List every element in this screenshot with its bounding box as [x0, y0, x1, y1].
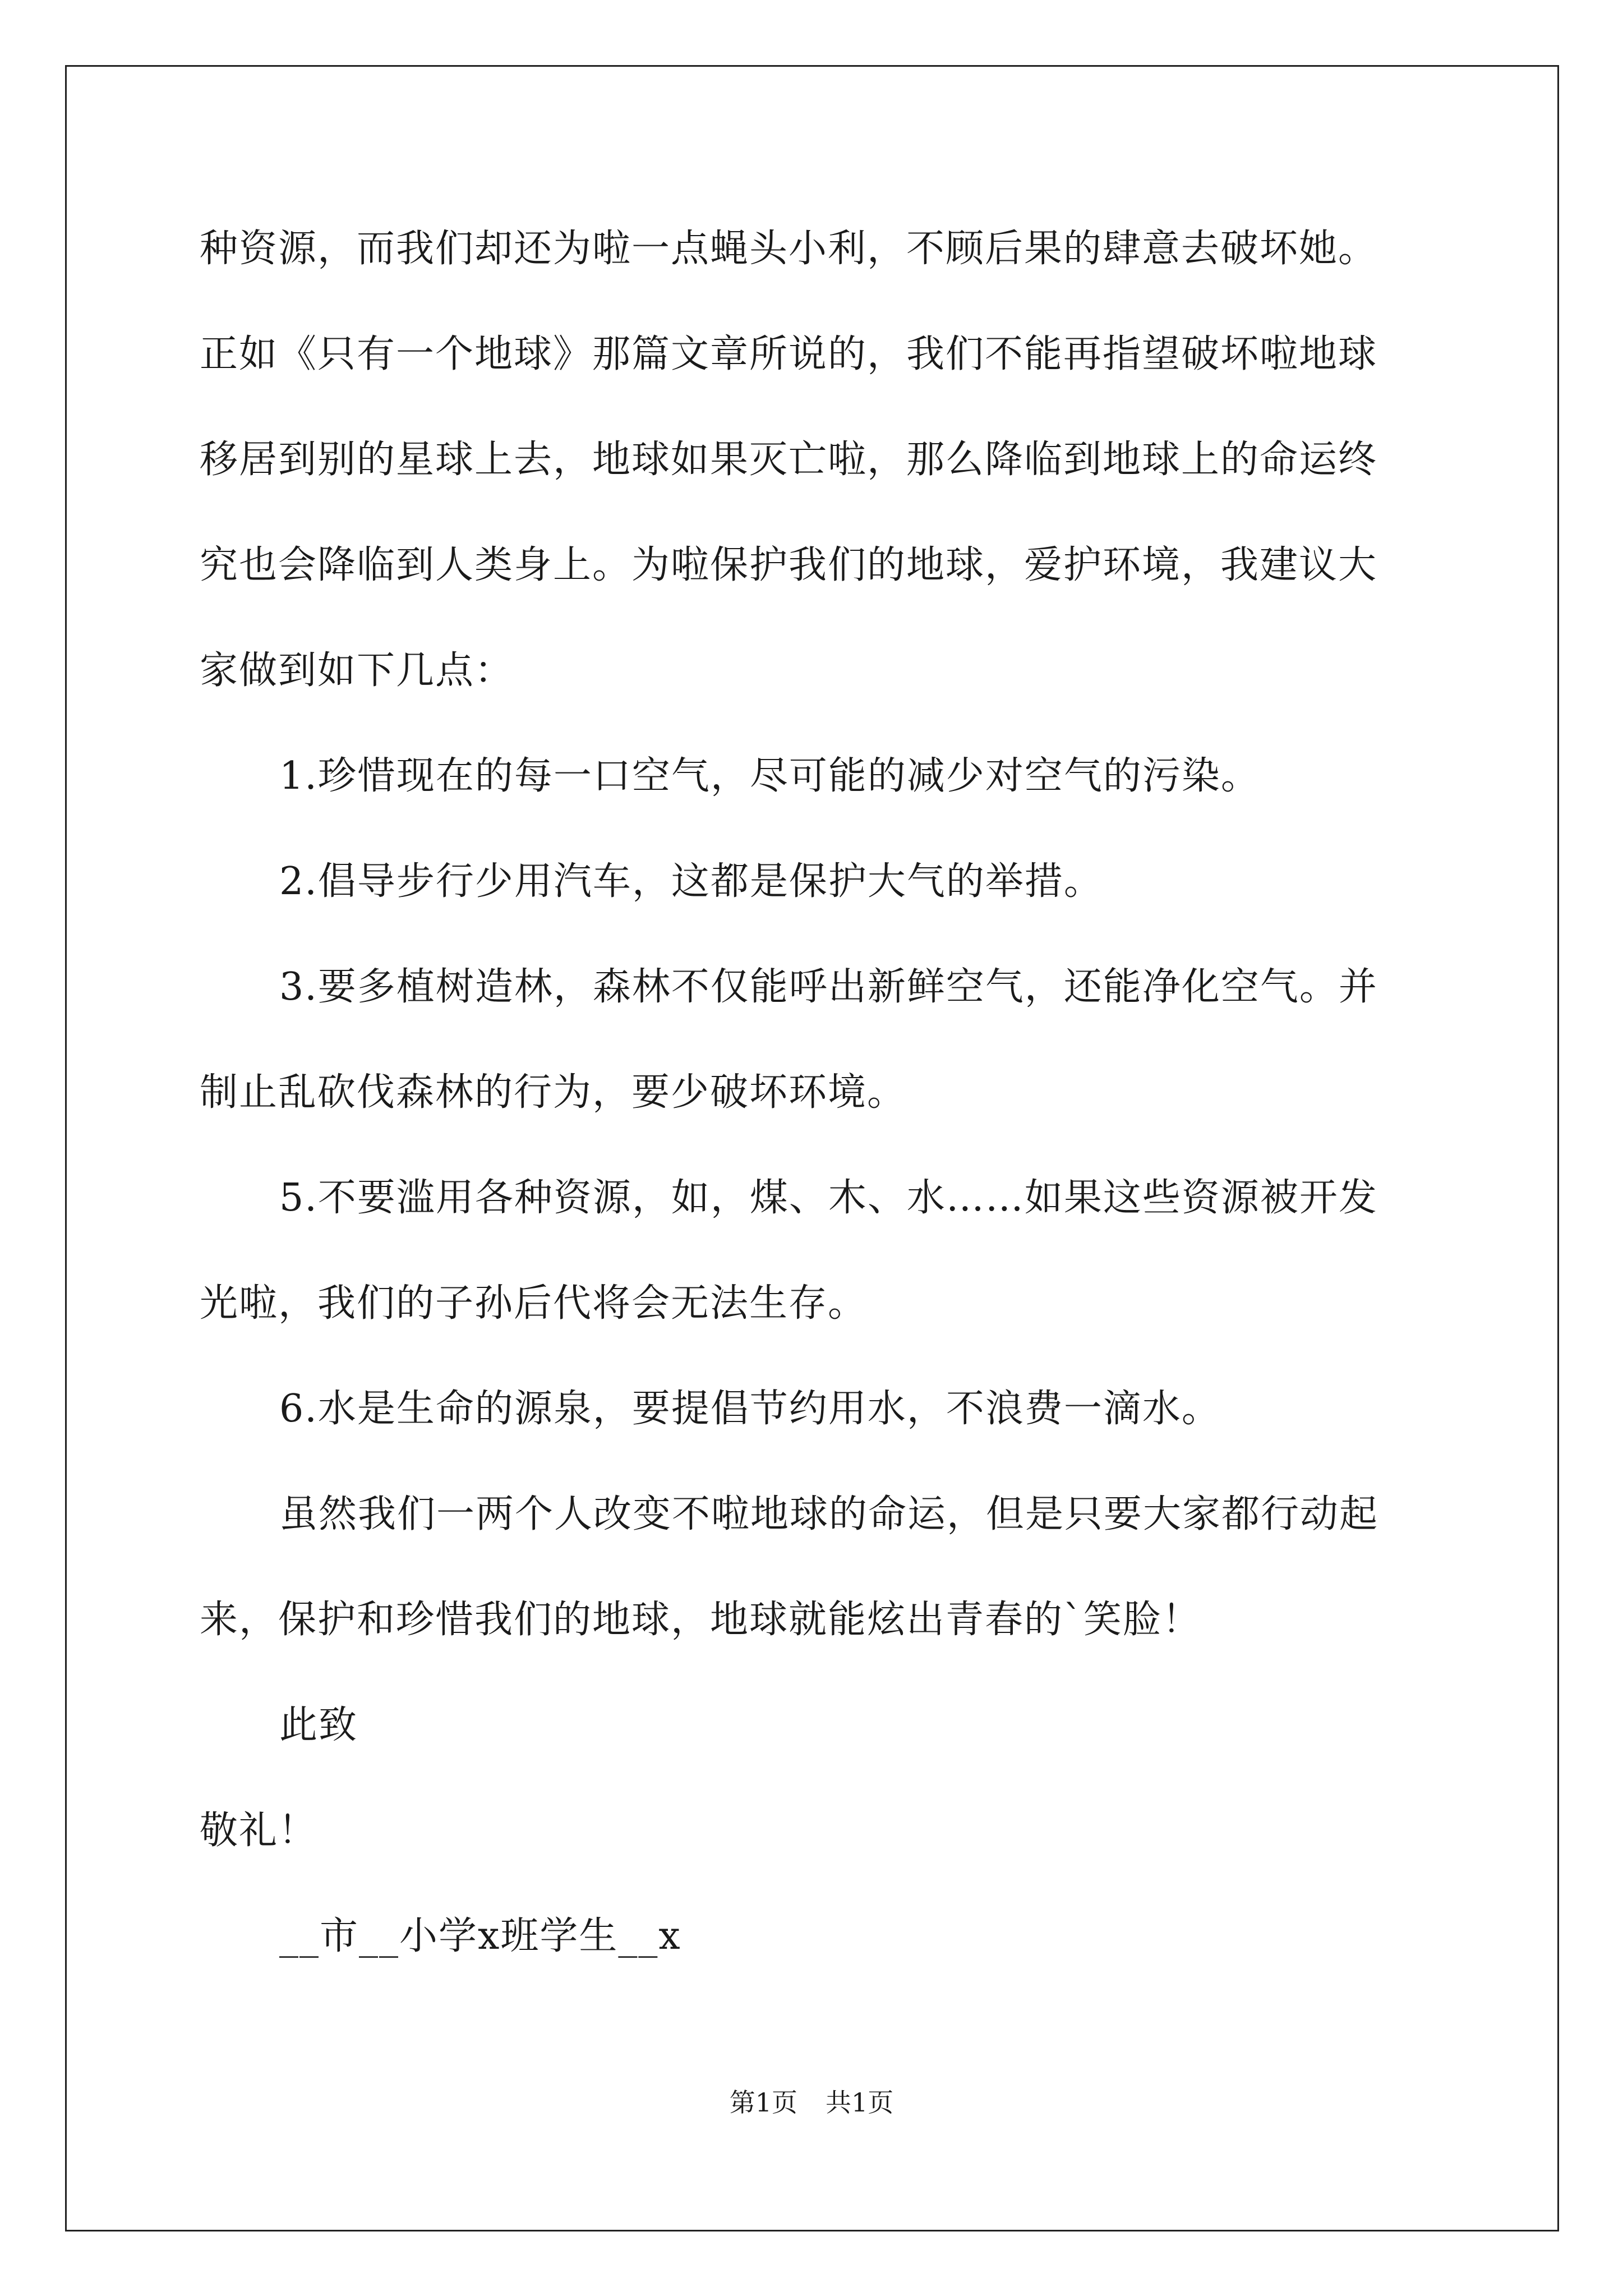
text-line: 光啦，我们的子孙后代将会无法生存。 [200, 1281, 868, 1326]
page-footer [0, 2086, 1623, 2119]
list-item: 2.倡导步行少用汽车，这都是保护大气的举措。 [279, 859, 1103, 904]
text-line: 正如《只有一个地球》那篇文章所说的，我们不能再指望破坏啦地球 [200, 332, 1378, 376]
text-line: 家做到如下几点： [200, 648, 514, 693]
closing-salutation: 此致 [279, 1703, 358, 1747]
text-line: 来，保护和珍惜我们的地球，地球就能炫出青春的`笑脸！ [200, 1598, 1202, 1642]
text-line: 种资源，而我们却还为啦一点蝇头小利，不顾后果的肆意去破坏她。 [200, 227, 1378, 271]
page-number-total: 共1页 [826, 2087, 894, 2118]
list-item: 6.水是生命的源泉，要提倡节约用水，不浪费一滴水。 [279, 1387, 1221, 1431]
page-number-current: 第1页 [729, 2087, 797, 2118]
text-line: 移居到别的星球上去，地球如果灭亡啦，那么降临到地球上的命运终 [200, 438, 1378, 482]
text-line: 制止乱砍伐森林的行为，要少破坏环境。 [200, 1070, 907, 1115]
paragraph-start: 虽然我们一两个人改变不啦地球的命运，但是只要大家都行动起 [279, 1492, 1379, 1536]
list-item: 1.珍惜现在的每一口空气，尽可能的减少对空气的污染。 [279, 754, 1260, 798]
list-item: 3.要多植树造林，森林不仅能呼出新鲜空气，还能净化空气。并 [279, 965, 1378, 1009]
text-line: 究也会降临到人类身上。为啦保护我们的地球，爱护环境，我建议大 [200, 543, 1378, 587]
closing-regards: 敬礼！ [200, 1809, 318, 1853]
list-item: 5.不要滥用各种资源，如，煤、木、水……如果这些资源被开发 [279, 1176, 1378, 1220]
letter-body [200, 196, 1433, 1989]
signature-line: __市__小学x班学生__x [279, 1914, 681, 1958]
